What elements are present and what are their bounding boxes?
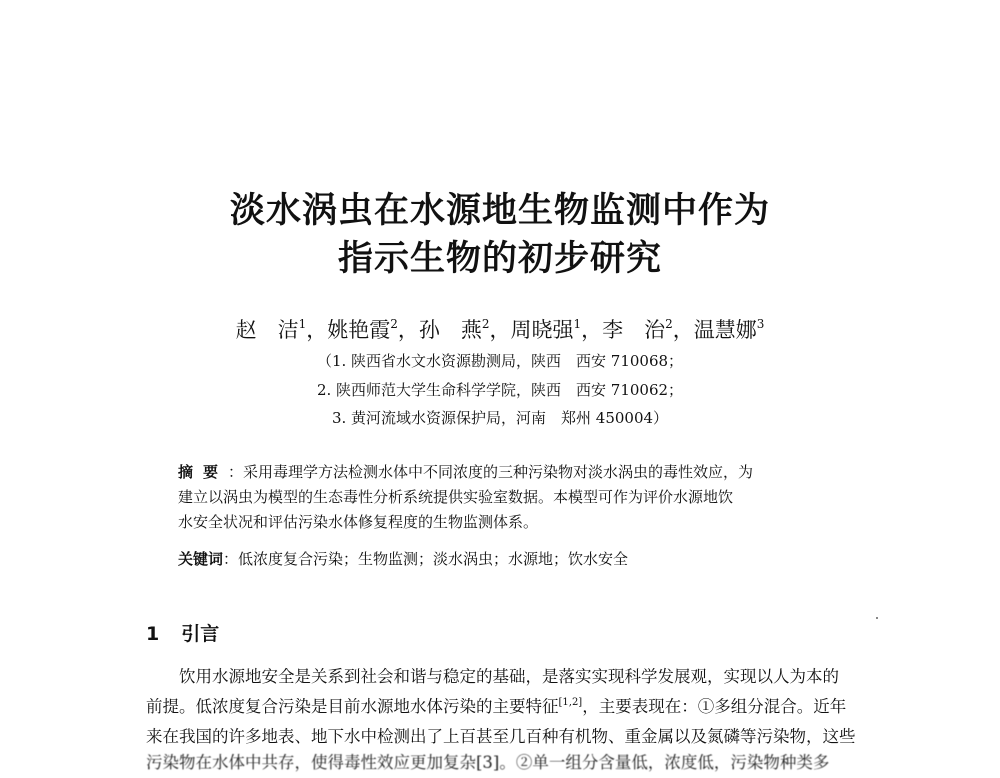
abstract [178, 460, 848, 535]
author-list: 赵 洁$^1$，姚艳霞$^2$，孙 燕$^2$，周晓强$^1$，李 治$^2$，温慧娜$^3$ [235, 317, 765, 342]
author-name: 赵 洁 [235, 318, 299, 342]
abstract-text-1: 采用毒理学方法检测水体中不同浓度的三种污染物对淡水涡虫的毒性效应，为 [243, 463, 754, 481]
body-line-2 [146, 692, 886, 722]
section-heading [146, 621, 219, 647]
abstract-line-2: 建立以涡虫为模型的生态毒性分析系统提供实验室数据。本模型可作为评价水源地饮 [178, 488, 734, 506]
body-line-2-text-b: ，主要表现在：①多组分混合。近年 [582, 697, 847, 716]
author-affiliation-mark: 2 [665, 317, 673, 331]
body-line-1: 饮用水源地安全是关系到社会和谐与稳定的基础，是落实实现科学发展观，实现以人为本的 [179, 667, 839, 686]
section-title: 引言 [181, 623, 220, 645]
keywords-label: 关键词 [178, 550, 224, 568]
body-line-4-cut-off: 污染物在水体中共存，使得毒性效应更加复杂[3]。②单一组分含量低，浓度低，污染物种类多 [146, 753, 830, 772]
abstract-line-1: 摘要：采用毒理学方法检测水体中不同浓度的三种污染物对淡水涡虫的毒性效应，为 [178, 463, 754, 481]
author-affiliation-mark: 2 [481, 317, 490, 331]
affiliation-2: 2. 陕西师范大学生命科学学院，陕西 西安 710062； [316, 381, 684, 399]
paper-title-line-2: 指示生物的初步研究 [337, 238, 662, 279]
author-name: 温慧娜 [693, 318, 757, 342]
section-number: 1 [146, 623, 160, 645]
keywords: 关键词：低浓度复合污染；生物监测；淡水涡虫；水源地；饮水安全 [178, 550, 629, 568]
author-name: 李 治 [602, 318, 666, 342]
author-name: 孙 燕 [418, 318, 482, 342]
affiliation-1: （1. 陕西省水文水资源勘测局，陕西 西安 710068； [316, 352, 684, 370]
author-name: 姚艳霞 [327, 318, 391, 342]
citation-ref: [1,2] [558, 697, 583, 708]
scan-speck [876, 617, 878, 619]
affiliation-3: 3. 黄河流域水资源保护局，河南 郑州 450004） [331, 409, 669, 427]
author-affiliation-mark: 1 [298, 317, 307, 331]
author-name: 周晓强 [510, 318, 574, 342]
body-paragraph [146, 662, 886, 752]
abstract-label: 摘要 [178, 463, 229, 481]
body-line-3: 来在我国的许多地表、地下水中检测出了上百甚至几百种有机物、重金属以及氮磷等污染物，这些 [146, 727, 856, 746]
paper-title-line-1: 淡水涡虫在水源地生物监测中作为 [229, 190, 770, 231]
body-line-2-text-a: 前提。低浓度复合污染是目前水源地水体污染的主要特征 [146, 697, 559, 716]
author-affiliation-mark: 3 [756, 317, 765, 331]
author-affiliation-mark: 2 [390, 317, 398, 331]
author-affiliation-mark: 1 [573, 317, 582, 331]
keywords-text: 低浓度复合污染；生物监测；淡水涡虫；水源地；饮水安全 [238, 550, 629, 568]
abstract-line-3: 水安全状况和评估污染水体修复程度的生物监测体系。 [178, 513, 539, 531]
